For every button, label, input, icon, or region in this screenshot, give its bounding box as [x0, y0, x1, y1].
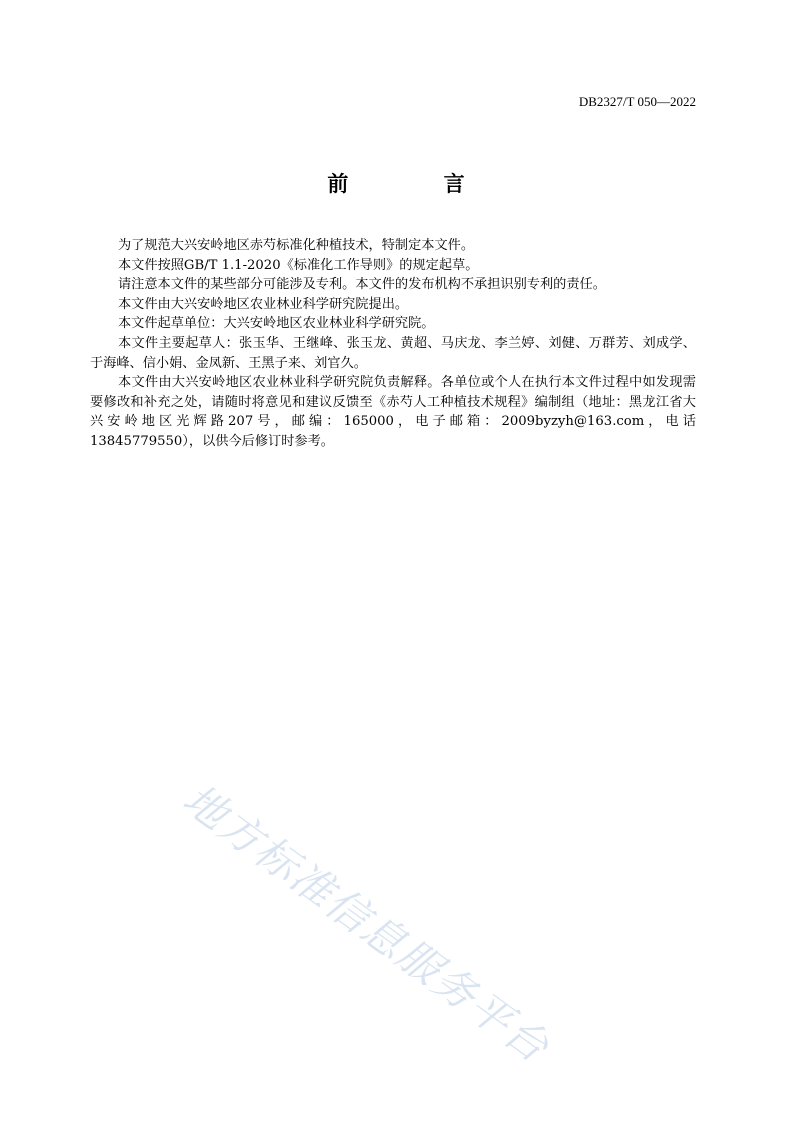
paragraph-drafting-rules: 本文件按照GB/T 1.1-2020《标准化工作导则》的规定起草。: [118, 257, 479, 273]
watermark: 地方标准信息服务平台: [174, 774, 559, 1073]
paragraph-interpretation: 本文件由大兴安岭地区农业林业科学研究院负责解释。各单位或个人在执行本文件过程中如发现需要修改和补充之处，请随时将意见和建议反馈至《赤芍人工种植技术规程》编制组（地址：黑龙江省大兴安岭地区光辉路207号，邮编：165000，电子邮箱：2009byzyh@163.com，电话13845779550），以供今后修订时参考。: [90, 375, 696, 449]
paragraph-drafting-unit: 本文件起草单位：大兴安岭地区农业林业科学研究院。: [118, 316, 435, 332]
paragraph-drafters: 本文件主要起草人：张玉华、王继峰、张玉龙、黄超、马庆龙、李兰婷、刘健、万群芳、刘成学、于海峰、信小娟、金凤新、王黑子来、刘官久。: [90, 335, 696, 371]
document-code: DB2327/T 050—2022: [578, 94, 696, 109]
paragraph-patent-notice: 请注意本文件的某些部分可能涉及专利。本文件的发布机构不承担识别专利的责任。: [118, 277, 606, 293]
foreword-body: [90, 236, 696, 452]
paragraph-proposer: 本文件由大兴安岭地区农业林业科学研究院提出。: [118, 296, 409, 312]
page-title: 前 言: [327, 171, 509, 196]
paragraph-purpose: 为了规范大兴安岭地区赤芍标准化种植技术，特制定本文件。: [118, 238, 475, 253]
